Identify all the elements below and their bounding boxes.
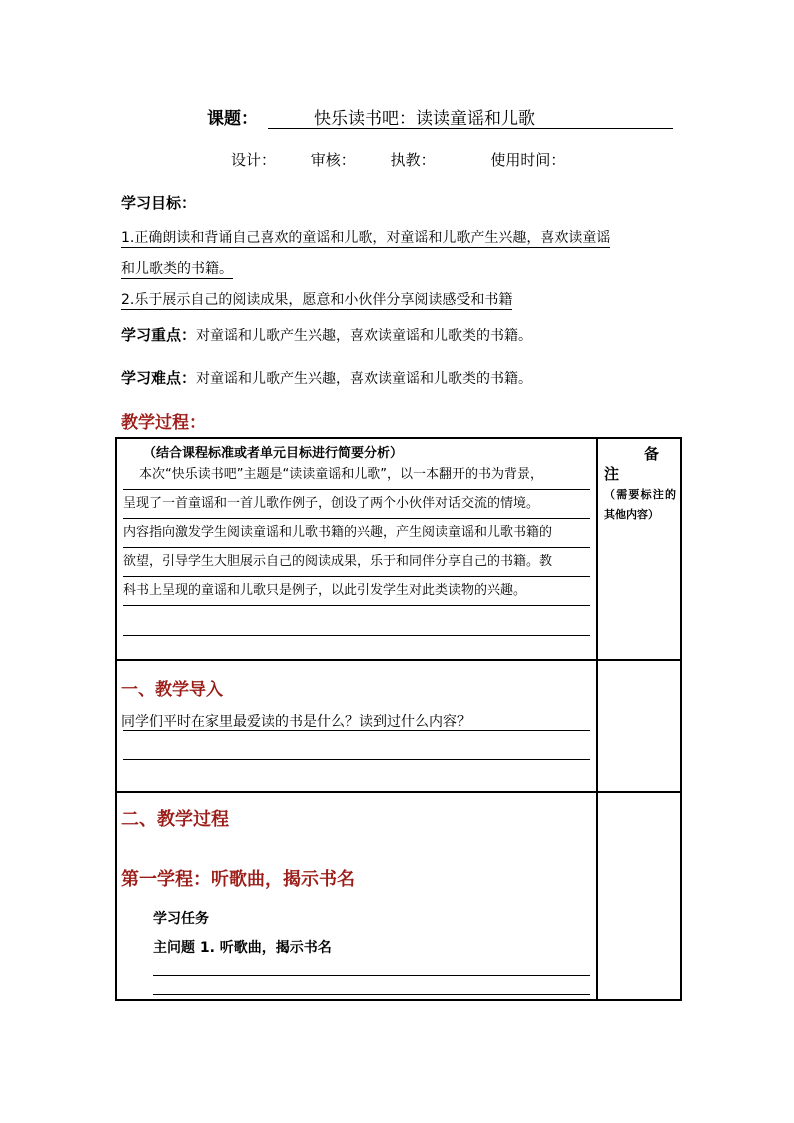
lesson-table: [115, 437, 682, 1001]
meta-row: [231, 149, 591, 170]
blank-line: [123, 730, 590, 731]
key-point-text: 对童谣和儿歌产生兴趣，喜欢读童谣和儿歌类的书籍。: [196, 328, 533, 344]
teacher-field: 执教：: [390, 151, 436, 169]
note-title-1: 备: [644, 445, 660, 463]
title-label: [207, 104, 258, 129]
analysis-body: [117, 461, 596, 606]
analysis-line: 呈现了一首童谣和一首儿歌作例子，创设了两个小伙伴对话交流的情境。: [123, 490, 590, 519]
objective-1-text: 1.正确朗读和背诵自己喜欢的童谣和儿歌，对童谣和儿歌产生兴趣，喜欢读童谣: [121, 230, 611, 246]
objective-2-text: 2.乐于展示自己的阅读成果，愿意和小伙伴分享阅读感受和书籍: [121, 292, 513, 308]
process-heading-2: 二、教学过程: [121, 809, 229, 830]
main-question-1: 主问题 1. 听歌曲，揭示书名: [153, 940, 332, 956]
objective-1-text-cont: 和儿歌类的书籍。: [121, 261, 233, 277]
step-1-heading: 第一学程：听歌曲，揭示书名: [121, 869, 355, 890]
review-field: 审核：: [310, 151, 356, 169]
note-cell-empty: [597, 660, 681, 792]
objective-1-line-1: [121, 225, 610, 251]
lesson-title-label: 课题：: [207, 109, 258, 129]
blank-line: [123, 635, 590, 636]
difficulty-label: 学习难点：: [121, 369, 197, 387]
key-point-label: 学习重点：: [121, 326, 197, 344]
process-cell: [116, 792, 597, 1000]
analysis-cell: [116, 438, 597, 660]
note-cell-empty: [597, 792, 681, 1000]
key-point: [121, 324, 532, 345]
note-subtitle: （需要标注的其他内容）: [604, 488, 676, 521]
analysis-heading: （结合课程标准或者单元目标进行简要分析）: [143, 446, 404, 461]
objective-1-line-2: [121, 256, 233, 282]
blank-line: [153, 994, 590, 995]
analysis-line: 科书上呈现的童谣和儿歌只是例子，以此引发学生对此类读物的兴趣。: [123, 577, 590, 606]
analysis-line: 欲望，引导学生大胆展示自己的阅读成果，乐于和同伴分享自己的书籍。教: [123, 548, 590, 577]
objective-2: [121, 287, 512, 313]
task-label: 学习任务: [153, 911, 209, 927]
design-field: 设计：: [231, 151, 277, 169]
difficulty-text: 对童谣和儿歌产生兴趣，喜欢读童谣和儿歌类的书籍。: [196, 371, 533, 387]
blank-line: [153, 975, 590, 976]
analysis-line: 本次“快乐读书吧”主题是“读读童谣和儿歌”，以一本翻开的书为背景，: [123, 461, 590, 490]
difficulty: [121, 367, 532, 388]
objectives-label: 学习目标：: [121, 194, 197, 212]
intro-cell: [116, 660, 597, 792]
date-field: 使用时间：: [490, 151, 566, 169]
note-title-2: 注: [604, 465, 620, 483]
blank-line: [123, 759, 590, 760]
note-cell: [597, 438, 681, 660]
intro-heading: 一、教学导入: [121, 680, 223, 700]
intro-question: 同学们平时在家里最爱读的书是什么？读到过什么内容？: [121, 714, 471, 730]
process-heading: 教学过程：: [121, 413, 206, 433]
lesson-title: 快乐读书吧：读读童谣和儿歌: [314, 109, 535, 129]
analysis-line: 内容指向激发学生阅读童谣和儿歌书籍的兴趣，产生阅读童谣和儿歌书籍的: [123, 519, 590, 548]
